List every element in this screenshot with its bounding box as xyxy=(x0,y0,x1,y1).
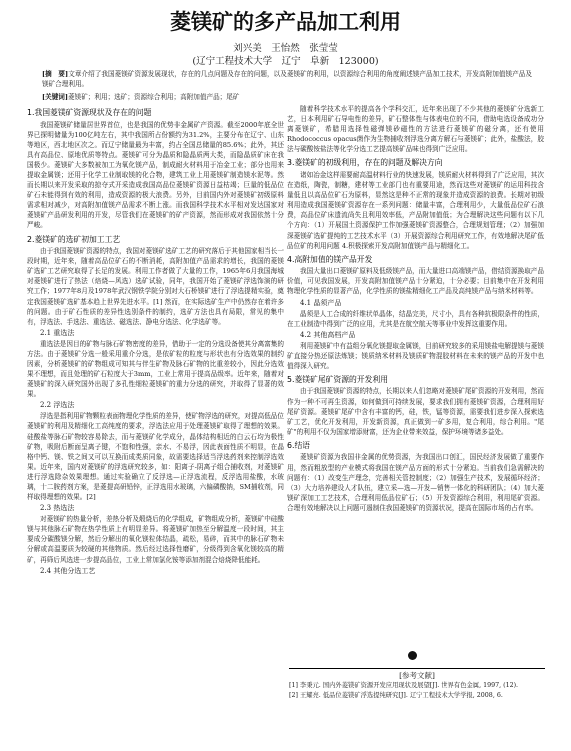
paragraph: 我国大量出口菱镁矿原料及低级镁产品，而大量进口高端镁产品，借结资源换取产品价值，可见我国发展，开发高附加值镁产品十分紧迫，十分必要；目前集中在开发利用物理化学性质的显著产品，化学性质的镁盐精细化工产品及高纯镁产品与纳米材料等。 xyxy=(287,267,544,296)
abstract-label: [摘 要] xyxy=(42,70,69,78)
abstract xyxy=(42,70,532,90)
author-list: 刘兴美 王怡然 张莹莹 xyxy=(233,43,338,54)
paragraph: 由于我国菱镁矿资源的特点，我国对菱镁矿选矿工艺的研究落后于其他国家相当长一段时期，近年来，随着高品位矿石的不断消耗，高附加值产品需求的增长，我国的菱镁矿选矿工艺研究取得了长足的发展。利用工作者做了大量的工作，1965年6月我国海城对菱镁矿进行了热法（焙烧—风选）选矿试验，同年，我国开始了菱镁矿浮选饰演的研究工作；1977年8月及1978年武汉钢铁学院分别对大石桥镁矿进行了浮选提精实验，奠定我国菱镁矿选矿基本趋上世界先进水平。[1] 然而，在实际选矿生产中仍然存在着许多的问题。由于矿石性质的差异性选别条件的制约，选矿方法也具有局限，常见的集中有，浮选法、手选法、重选法、磁选法、静电分选法、化学选矿等。 xyxy=(27,247,284,326)
subsection-heading: 2.3 热选法 xyxy=(40,504,75,513)
keywords xyxy=(42,93,532,103)
subsection-heading: 2.2 浮选法 xyxy=(40,401,75,410)
abstract-block xyxy=(42,70,532,102)
keywords-text: 菱镁矿；利用；选矿；资源综合利用；高附加值产品；尾矿 xyxy=(68,92,240,101)
reference-item: [1] 李秉元. 国内外菱镁矿资源开发应用现状及展望[J]. 世界有色金属, 1997, (12). xyxy=(289,682,519,689)
section-heading: 4.高附加值的镁产品开发 xyxy=(287,254,373,264)
ink-dot xyxy=(408,651,417,660)
paper-title: 菱镁矿的多产品加工利用 xyxy=(170,10,401,34)
paragraph: 诸如冶金这样需要耐高温材料行业的快速发展，镁质耐火材料得到了广泛应用，其次在造纸，陶瓷，制糖，建材等工业部门也有重要用途，然而这些对菱镁矿的运用科技含量低且以高品位矿石为原料，显然这是种不正常的现象并造成资源的浪费。长期对初级利用造成我国菱镁矿资源存在一系列问题：储量丰富，合理利用少，大量低品位矿石浪费，高品位矿床遗流尚失且利用效率低，产品附加值低；为合理解决这些问题有以下几个方向：（1）开展国土资源保护工作加强菱镁矿资源整合，合理规划管理；（2）加强加深菱镁矿选矿提纯的工艺技术水平（3）开展资源综合利用研究工作，有效地解决尾矿低品位矿的利用问题 4.积极探索开发高附加值镁产品与精细化工。 xyxy=(287,170,544,250)
paragraph: 利用菱镁矿中有益组分氧化镁提取金属镁，目前研究较多的采用镁盐电解提镁与菱镁矿直接分热还原法炼镁；镁质纳米材料及镁质矿物混胶材料在未来的镁产品的开发中也值得深入研究。 xyxy=(287,341,544,370)
abstract-text: 文章介绍了我国菱镁矿资源发展现状，存在的几点问题及存在的问题，以及菱镁矿的利用，以资源综合利用的角度阐述镁产品加工技术，开发高附加值镁产品及镁矿合理利用。 xyxy=(42,70,532,88)
paragraph: 菱镁矿资源为我国非金属的优势资源，为我国出口创汇，国民经济发展做了重要作用，然而粗放型的产业模式将我国在镁产品方面的形式十分紧迫。当前我们急需解决的问题有：（1）改变生产理念，完善相关管控制度；（2）加强生产技术，发展循环经济；（3）大力培养建设人才队伍，建立采—选—开发—销售一体化的科研团队；（4）加大菱镁矿深加工工艺技术，合理利用低品位矿石；（5）开发资源综合利用，利用尾矿资源。合理有效地解决以上问题可遏制住我国菱镁矿的资源状况，提高在国际市场的占有率。 xyxy=(287,453,544,512)
section-heading: 1.我国菱镁矿资源现状及存在的问题 xyxy=(27,108,152,117)
subsection-heading: 4.1 晶须产品 xyxy=(300,298,342,307)
paragraph: 晶须是人工合成的纤维状单晶体，结晶完美，尺寸小，具有各种抗极限条件的性质，在工业制造中得到广泛的应用，尤其是在航空航天等事业中发挥这重要作用。 xyxy=(287,309,544,328)
right-column xyxy=(287,104,544,513)
paragraph: 对菱镁矿的热量分析，差热分析及煅烧后的化学组成，矿物组成分析，菱镁矿中硅酸镁与其他脉石矿物在热学性质上有明显差异。将菱镁矿加热至分解温度一段时间，其主要成分碳酸镁分解，然后分解出的氧化镁粒体结晶，疏松，易碎，而其中的脉石矿物未分解或高温要质为较硬的其他物质。然后经过选择性磨矿，分级得到含氧化镁较高的精矿，再筛后风选进一步提高品位，工业上常加氯化铵等添加剂混合焙烧降低能耗。 xyxy=(27,515,284,564)
subsection-heading: 4.2 其他高档产品 xyxy=(300,330,356,339)
left-column xyxy=(27,104,284,577)
affiliation: (辽宁工程技术大学 辽宁 阜新 123000) xyxy=(192,56,379,67)
references-title: [参考文献] xyxy=(399,671,435,680)
reference-item: [2] 王耀亮. 低品位菱镁矿浮选提纯研究[J]. 辽宁工程技术大学学报, 2008, 6. xyxy=(289,692,503,699)
section-heading: 6.结语 xyxy=(287,440,311,450)
references-section xyxy=(289,668,545,701)
subsection-heading: 2.4 其他分选工艺 xyxy=(40,566,96,575)
reference-list xyxy=(289,681,545,701)
paragraph: 重选法是因目的矿物与脉石矿物密度的差异，借助于一定的分选设备使其分离富集的方法。由于菱镁矿分选一般采用重介分选，是依矿粒的粒度与形状也有分选效果的制约因素，分析菱镁矿的矿物组成可知其与伴生矿物及脉石矿物的比重差较小，因此分选效果不理想，而且处理的矿石粒度大于3mm，工业上常用于提高品级率。近年来，随着对菱镁矿的深入研究国外出现了多孔性细粒菱镁矿的重力分选的研究，并取得了显著的效果。 xyxy=(27,339,284,399)
paragraph: 随着科学技术水平的提高各个学科交汇，近年来出现了不少其他的菱镁矿分选新工艺，日本利用矿石导电性的差异，矿石整体性与体表电位的不同，借助电选设备成功分离菱镁矿，希腊用选择性磁弹镁砂磁性的方法进行菱镁矿的磁分离，还有使用Rhodococcus opacus菌作为生物捕收剂浮选分离方解石与菱镁矿；此外，盐酸法，胶法与碳酸铵盐法等化学分选工艺提高镁矿品味也得到广泛应用。 xyxy=(287,105,544,154)
paragraph: 我国菱镁矿储量居世界首位，也是我国的优势非金属矿产资源。截至2000年底全世界已探明储量为100亿吨左右，其中我国所占份额约为31.2%，主要分布在辽宁、山东等地区，西北地区次之。而辽宁储量最为丰富，约占全国总储量的85.6%；此外，其还具有高品位、原地优质等特点。菱镁矿可分为晶质和隐晶质两大类，而隐晶质矿床在我国极少。菱镁矿大多数被加工为氧化镁产品，制成耐火材料用于冶金工业；部分也用来提取金属镁；还用于化学工业制取镁的化合物，建筑工业上用菱镁矿制造镁水泥等。然而长期以来开发采取的掠夺式开采造成我国高品位菱镁矿资源日益枯竭；巨量的低品位矿石未能得到有效的利用，造成资源的极大浪费。另外，目前国内外对菱镁矿初级原料需求相对减少，对高附加值镁产品需求不断上涨。而我国科学技术水平相对发达国家对菱镁矿产品研发利用的开发，尽管我们在菱镁矿的矿产资源，然而形成对我国依然十分严峻。 xyxy=(27,120,284,230)
subsection-heading: 2.1 重选法 xyxy=(40,328,75,337)
keywords-label: [关键词] xyxy=(42,92,69,101)
paragraph: 由于我国菱镁矿资源的特点，长期以来人们忽略对菱镁矿尾矿资源的开发利用，然而作为一种不可再生资源，如何做到可持续发展，要求我们拥有菱镁矿资源，合理利用好尾矿资源。菱镁矿尾矿中含有丰富的钙，硅，铁，锰等资源，需要我们进步深入探索选矿工艺，优化开发利用，开发新资源，真正做到一矿多用，复合利用，综合利用。"尾矿"的利用不仅为国家增添财富，还为企业带来效益，保护环境等诸多益处。 xyxy=(287,387,544,436)
section-heading: 5.菱镁矿尾矿资源的开发利用 xyxy=(287,374,389,384)
paragraph: 浮选是指利用矿物颗粒表面物理化学性质的差异，使矿物浮选的研究，对提高低品位菱镁矿的利用及精细化工高纯度的要求，浮选法应用于处理菱镁矿取得了理想的效果。硅酸盐等脉石矿物较容易除去，而与菱镁矿化学成分，晶体结构相近的白云石均为极性矿物，吸附后断面呈离子键，不饱和性强，亲水、不易浮，因此表面性质不明显，在晶格中钙、镁、铁之间又可以互换而成类质同象，故需要选择适当浮选药剂来控制浮选效果。近年来，国内对菱镁矿的浮选研究较多，如：阳离子-阴离子组合捕收剂，对菱镁矿进行浮选除杂效果理想。通过实验确立了反浮选—正浮选流程，反浮选用盐酸，水玻璃，十二胺药剂方案，是菱提高研铅锌，正浮选用水玻璃，六偏磷酸钠，SM捕收剂，同样取得理想的效果。[2] xyxy=(27,412,284,502)
section-heading: 3.菱镁矿的初级利用，存在的问题及解决方向 xyxy=(287,158,443,168)
section-heading: 2.菱镁矿的选矿初加工工艺 xyxy=(27,234,121,244)
